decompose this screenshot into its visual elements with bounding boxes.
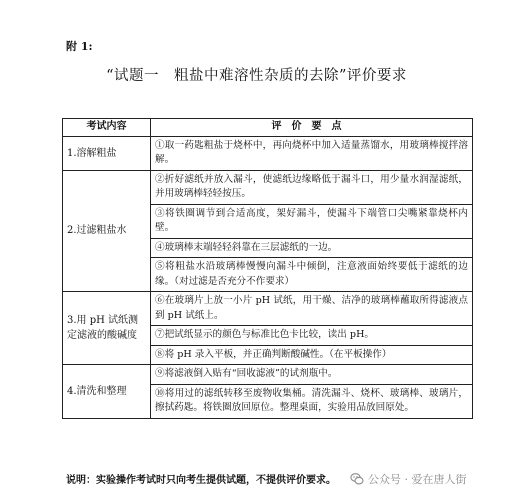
appendix-label: 附 1: [66, 40, 93, 53]
table-row [63, 365, 473, 385]
watermark-text: 公众号 · 爱在唐人街 [368, 473, 467, 486]
criterion-cell: ⑤将粗盐水沿玻璃棒慢慢向漏斗中倾倒，注意液面始终要低于滤纸的边缘。（对过滤是否充分不作要求） [151, 258, 473, 292]
criterion-cell: ⑥在玻璃片上放一小片 pH 试纸，用干燥、洁净的玻璃棒蘸取所得滤液点到 pH 试纸上。 [151, 292, 473, 326]
criterion-cell: ⑩将用过的滤纸转移至废物收集桶。清洗漏斗、烧杯、玻璃棒、玻璃片，擦拭药匙。将铁圈放回原位。整理桌面，实验用品放回原处。 [151, 384, 473, 418]
category-cell: 4.清洗和整理 [63, 365, 151, 419]
criterion-cell: ②折好滤纸并放入漏斗，使滤纸边缘略低于漏斗口，用少量水润湿滤纸，并用玻璃棒轻轻按压。 [151, 170, 473, 204]
criterion-cell: ⑨将滤液倒入贴有“回收滤液”的试剂瓶中。 [151, 365, 473, 385]
criterion-cell: ⑦把试纸显示的颜色与标准比色卡比较，读出 pH。 [151, 326, 473, 346]
criterion-cell: ①取一药匙粗盐于烧杯中，再向烧杯中加入适量蒸馏水，用玻璃棒搅拌溶解。 [151, 136, 473, 170]
criterion-cell: ③将铁圈调节到合适高度，架好漏斗，使漏斗下端管口尖嘴紧靠烧杯内壁。 [151, 204, 473, 238]
table-row [63, 170, 473, 204]
footnote: 说明：实验操作考试时只向考生提供试题，不提供评价要求。 [66, 475, 336, 486]
header-evaluation-points: 评价要点 [151, 119, 473, 137]
evaluation-table [62, 118, 473, 419]
table-row [63, 292, 473, 326]
category-cell: 3.用 pH 试纸测定滤液的酸碱度 [63, 292, 151, 365]
category-cell: 2.过滤粗盐水 [63, 170, 151, 292]
criterion-cell: ⑧将 pH 录入平板，并正确判断酸碱性。（在平板操作） [151, 345, 473, 365]
watermark [350, 471, 467, 487]
criterion-cell: ④玻璃棒末端轻轻斜靠在三层滤纸的一边。 [151, 238, 473, 258]
table-row [63, 136, 473, 170]
header-exam-content: 考试内容 [63, 119, 151, 137]
document-title: “试题一 粗盐中难溶性杂质的去除”评价要求 [106, 68, 407, 84]
category-cell: 1.溶解粗盐 [63, 136, 151, 170]
wechat-icon [350, 472, 364, 486]
table-header-row [63, 119, 473, 137]
